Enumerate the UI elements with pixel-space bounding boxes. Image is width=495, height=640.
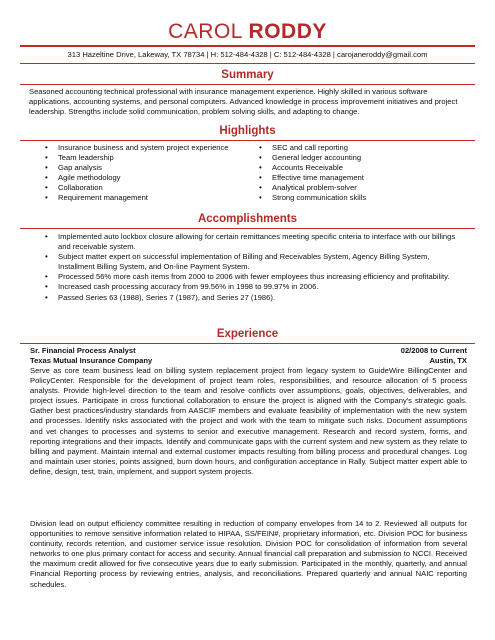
accomplishments-list — [45, 232, 467, 303]
accomplishments-rule — [20, 228, 475, 229]
experience-title: Experience — [216, 328, 279, 340]
list-item: • Team leadership — [45, 153, 260, 163]
highlights-left-list — [45, 143, 260, 204]
list-item: • Effective time management — [259, 173, 469, 183]
job-title-row — [30, 346, 467, 356]
highlights-rule — [20, 140, 475, 141]
contact-rule — [20, 63, 475, 64]
list-item: • Processed 56% more cash items from 2000 to 2006 with fewer employees thus increasing efficiency and profitability. — [45, 272, 467, 282]
list-item: • Accounts Receivable — [259, 163, 469, 173]
experience-paragraph-2: Division lead on output efficiency committee resulting in reduction of company envelopes from 14 to 2. Reviewed all outputs for opportunities to remove sensitive information related to HIPAA, SS/FEIN#, proprietary information, etc. Division POC for business continuity, records retention, and customer service issue resolution. Division POC for consolidation of information from several networks to one plus primary contact for access and security. Annual financial call preparation and submission to NCCI. Received the maximum credit allowed for five consecutive years due to early submission. Participated in the monthly, quarterly, and annual Financial Reporting process by reviewing entries, analysis, and reconciliations. Prepared quarterly and annual NAIC reporting schedules. — [30, 519, 467, 589]
job-dates: 02/2008 to Current — [400, 346, 467, 355]
list-item: • Increased cash processing accuracy from 99.56% in 1998 to 99.97% in 2006. — [45, 282, 467, 292]
experience-paragraph-1: Serve as core team business lead on billing system replacement project from legacy system to GuideWire BillingCenter and PolicyCenter. Responsible for the development of project team roles, responsibilities, and resource allocation of 5 process analysts. Provide high-level direction to the team and resolve conflicts over assumptions, goals, objectives, deliverables, and project issues. Participate in cross functional collaboration to ensure the project is aligned with the Company's strategic goals. Gather best practices/industry standards from AASCIF members and evaluate feasibility of implementation with the new system and processes. Identify risks associated with the project and work with the team to mitigate such risks. Document assumptions and vet changes to processes and systems to senior and executive management. Research and record system, forms, and reporting integrations and their impacts. Identify and communicate gaps with the current system and new system as they relate to billing and payment. Maintain internal and external customer impacts resulting from billing process and procedural changes. Log and maintain user stories, points assigned, burn down hours, and configuration acceptance in Rally. Subject matter expert able to define, design, test, train, implement, and support system projects. — [30, 366, 467, 476]
contact-line: 313 Hazeltine Drive, Lakeway, TX 78734 | H: 512-484-4328 | C: 512-484-4328 | carojaneroddy@gmail.com — [67, 50, 428, 59]
summary-text: Seasoned accounting technical professional with insurance management experience. Highly skilled in various software applications, accounting systems, and personal computers. Advanced knowledge in process improvement initiatives and project leadership. Strengths include solid communication, problem solving skills, and adapting to change. — [29, 87, 458, 117]
header-rule — [20, 45, 475, 47]
list-item: • Analytical problem-solver — [259, 183, 469, 193]
list-item: • Strong communication skills — [259, 193, 469, 203]
list-item: • Collaboration — [45, 183, 260, 193]
experience-rule — [20, 343, 475, 344]
candidate-name — [0, 20, 495, 44]
list-item: • Insurance business and system project experience — [45, 143, 260, 153]
summary-rule — [20, 84, 475, 85]
accomplishments-title: Accomplishments — [197, 213, 298, 225]
first-name: CAROL — [168, 20, 243, 43]
company-location: Austin, TX — [429, 356, 467, 365]
list-item: • Gap analysis — [45, 163, 260, 173]
highlights-right-list — [259, 143, 469, 204]
list-item: • Subject matter expert on successful implementation of Billing and Receivables System, Agency Billing System, Installment Billing System, and On-line Payment System. — [45, 252, 467, 272]
summary-title: Summary — [221, 69, 274, 81]
list-item: • Agile methodology — [45, 173, 260, 183]
company-name: Texas Mutual Insurance Company — [30, 356, 153, 365]
company-row — [30, 356, 467, 366]
list-item: • General ledger accounting — [259, 153, 469, 163]
list-item: • Passed Series 63 (1988), Series 7 (1987), and Series 27 (1986). — [45, 293, 467, 303]
list-item: • SEC and call reporting — [259, 143, 469, 153]
highlights-title: Highlights — [219, 125, 276, 137]
job-title: Sr. Financial Process Analyst — [30, 346, 136, 355]
list-item: • Requirement management — [45, 193, 260, 203]
list-item: • Implemented auto lockbox closure allowing for certain remittances meeting specific criteria to interface with our billings and receivable system. — [45, 232, 467, 252]
last-name: RODDY — [248, 20, 327, 43]
